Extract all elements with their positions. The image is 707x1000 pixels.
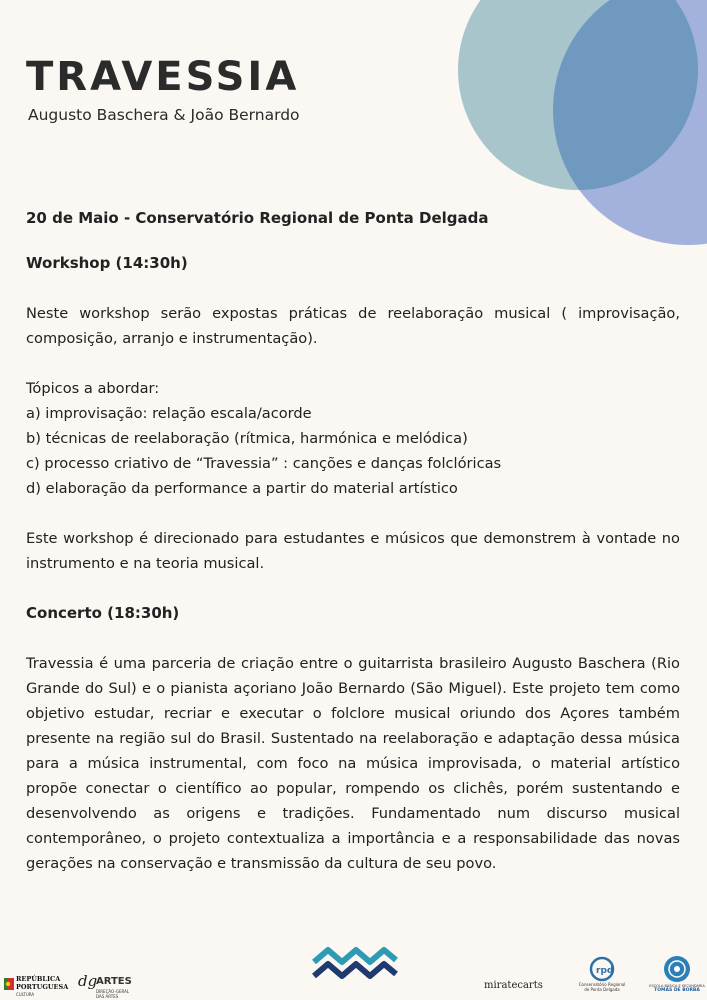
topics-list (26, 376, 680, 501)
waves-logo-icon (312, 946, 398, 988)
main-content (26, 206, 680, 876)
tomas-borba-logo (648, 954, 706, 1000)
tomas-borba-emblem-icon (662, 954, 692, 984)
topic-item: d) elaboração da performance a partir do material artístico (26, 480, 458, 497)
topic-item: c) processo criativo de “Travessia” : canções e danças folclóricas (26, 455, 502, 472)
workshop-audience: Este workshop é direcionado para estudantes e músicos que demonstrem à vontade no instrumento e na teoria musical. (26, 530, 680, 572)
crpd-line2: de Ponta Delgada (584, 987, 620, 992)
svg-text:rpd: rpd (596, 966, 614, 976)
artists-subtitle: Augusto Baschera & João Bernardo (28, 106, 300, 124)
event-date-location: 20 de Maio - Conservatório Regional de Ponta Delgada (26, 209, 489, 227)
crpd-line1: Conservatório Regional (578, 982, 626, 987)
dgartes-mark: dg (78, 972, 98, 990)
republica-line2: PORTUGUESA (16, 982, 69, 991)
workshop-heading: Workshop (14:30h) (26, 254, 188, 272)
republica-flag-icon (4, 978, 14, 990)
republica-line1: REPÚBLICA (16, 975, 61, 983)
concert-heading: Concerto (18:30h) (26, 604, 180, 622)
tomas-borba-text: TOMÁS DE BORBA (654, 988, 700, 993)
republica-portuguesa-logo (4, 974, 68, 1000)
concert-description: Travessia é uma parceria de criação entre o guitarrista brasileiro Augusto Baschera (Rio Grande do Sul) e o pianista açoriano João Bernardo (São Miguel). Este projeto tem como objetivo estudar, recriar e executar o folclore musical oriundo dos Açores também presente na região sul do Brasil. Sustentado na reelaboração e adaptação dessa música para a música instrumental, com foco na música improvisada, o material artístico propõe conectar o científico ao popular, rompendo os clichês, porém sustentando e desenvolvendo as origens e tradições. Fundamentado num discurso musical contemporâneo, o projeto contextualiza a importância e a responsabilidade das novas gerações na conservação e transmissão da cultura de seu povo. (26, 655, 680, 872)
crpd-mark-icon (587, 956, 617, 982)
dgartes-text: ARTES (96, 976, 132, 987)
dgartes-sub: DIREÇÃO-GERAL DAS ARTES (96, 989, 130, 999)
dgartes-logo (78, 972, 134, 1000)
tomas-borba-sub: ESCOLA BÁSICA E SECUNDÁRIA (649, 984, 705, 988)
topic-item: b) técnicas de reelaboração (rítmica, harmónica e melódica) (26, 430, 468, 447)
page-title: TRAVESSIA (26, 54, 300, 100)
miratecarts-logo: miratecarts (484, 980, 543, 991)
republica-sub: CULTURA (16, 992, 35, 997)
workshop-description: Neste workshop serão expostas práticas de reelaboração musical ( improvisação, composição, arranjo e instrumentação). (26, 305, 680, 347)
sponsor-logos (0, 940, 707, 1000)
topics-heading: Tópicos a abordar: (26, 380, 160, 397)
topic-item: a) improvisação: relação escala/acorde (26, 405, 312, 422)
crpd-logo (566, 956, 638, 1000)
